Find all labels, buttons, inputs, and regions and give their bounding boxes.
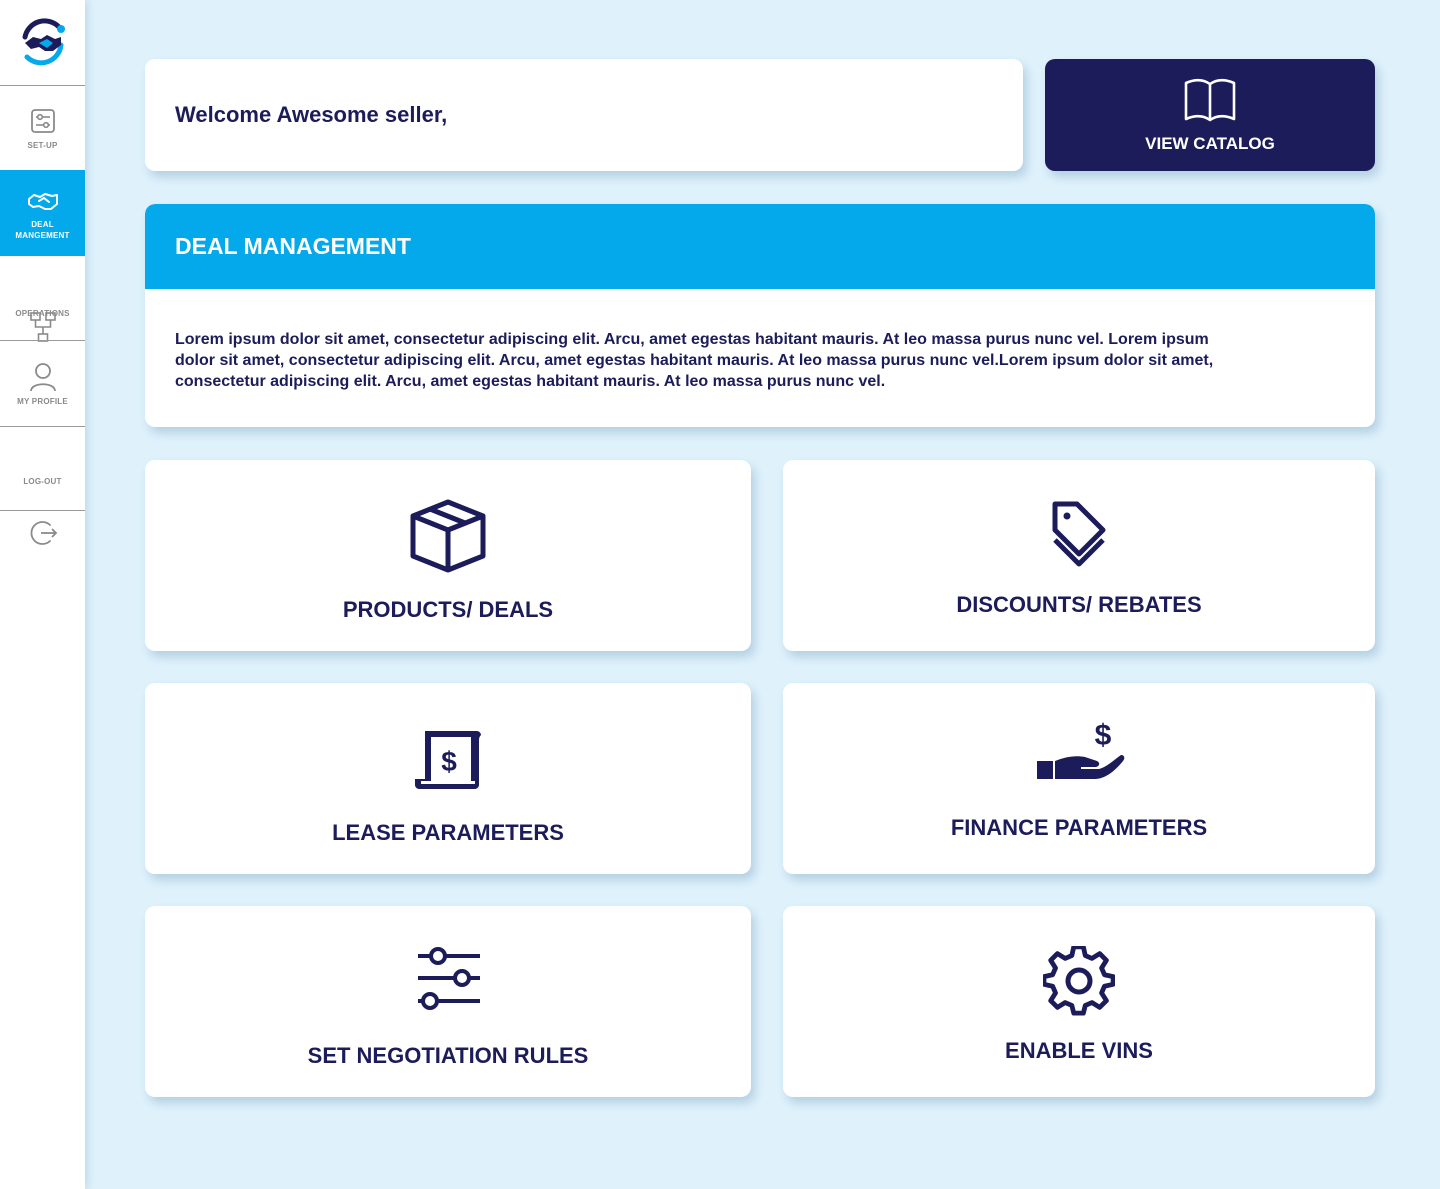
enable-vins-tile[interactable] bbox=[783, 906, 1375, 1097]
welcome-card bbox=[145, 59, 1023, 171]
sidebar-item-label: DEAL MANGEMENT bbox=[15, 220, 70, 240]
welcome-message: Welcome Awesome seller, bbox=[175, 102, 448, 127]
sidebar-item-label: LOG-OUT bbox=[23, 477, 62, 486]
sidebar-item-operations[interactable] bbox=[0, 308, 85, 348]
lease-parameters-tile[interactable] bbox=[145, 683, 751, 874]
deal-management-card bbox=[145, 204, 1375, 427]
box-icon bbox=[408, 498, 488, 574]
deal-management-description: Lorem ipsum dolor sit amet, consectetur adipiscing elit. Arcu, amet egestas habitant mauris. At leo massa purus nunc vel. Lorem ipsum dolor sit amet, consectetur adipiscing elit. Arcu, amet egestas habitant mauris. At leo massa purus nunc vel.Lorem ipsum dolor sit amet, consectetur adipiscing elit. Arcu, amet egestas habitant mauris. At leo massa purus nunc vel. bbox=[175, 331, 1214, 390]
sliders-icon bbox=[416, 946, 482, 1012]
gear-icon bbox=[1043, 946, 1115, 1018]
tile-label: ENABLE VINS bbox=[1005, 1038, 1153, 1063]
hand-dollar-icon bbox=[1035, 717, 1127, 783]
sidebar-item-logout[interactable] bbox=[0, 476, 85, 492]
sidebar-divider bbox=[0, 340, 85, 341]
logout-icon bbox=[28, 518, 58, 548]
book-icon bbox=[1183, 77, 1237, 123]
handshake-logo-icon bbox=[15, 15, 71, 71]
sidebar-item-setup[interactable] bbox=[0, 108, 85, 158]
tile-label: SET NEGOTIATION RULES bbox=[307, 1043, 589, 1068]
sidebar bbox=[0, 0, 85, 1189]
discounts-rebates-tile[interactable] bbox=[783, 460, 1375, 651]
sidebar-item-deal-management[interactable] bbox=[0, 170, 85, 256]
tile-label: LEASE PARAMETERS bbox=[332, 820, 564, 845]
sidebar-item-label: OPERATIONS bbox=[15, 309, 70, 318]
user-icon bbox=[29, 362, 57, 392]
svg-text:$: $ bbox=[1094, 719, 1112, 752]
svg-text:$: $ bbox=[441, 746, 457, 777]
view-catalog-label: VIEW CATALOG bbox=[1145, 134, 1275, 153]
finance-parameters-tile[interactable] bbox=[783, 683, 1375, 874]
sidebar-item-label: SET-UP bbox=[27, 141, 58, 150]
lease-document-icon bbox=[413, 727, 483, 791]
view-catalog-button[interactable] bbox=[1045, 59, 1375, 171]
sidebar-item-label: MY PROFILE bbox=[17, 397, 68, 406]
sidebar-divider bbox=[0, 426, 85, 427]
deal-management-title: DEAL MANAGEMENT bbox=[175, 233, 411, 259]
set-negotiation-rules-tile[interactable] bbox=[145, 906, 751, 1097]
setup-icon bbox=[30, 108, 56, 134]
handshake-icon bbox=[27, 192, 59, 212]
tile-label: FINANCE PARAMETERS bbox=[950, 815, 1208, 840]
sidebar-item-my-profile[interactable] bbox=[0, 362, 85, 412]
logo[interactable] bbox=[0, 0, 85, 86]
tile-label: DISCOUNTS/ REBATES bbox=[956, 592, 1202, 617]
logout-icon-button[interactable] bbox=[0, 518, 85, 550]
sidebar-divider bbox=[0, 510, 85, 511]
tile-label: PRODUCTS/ DEALS bbox=[342, 597, 554, 622]
tags-icon bbox=[1049, 500, 1109, 574]
products-deals-tile[interactable] bbox=[145, 460, 751, 651]
deal-management-header bbox=[145, 204, 1375, 289]
